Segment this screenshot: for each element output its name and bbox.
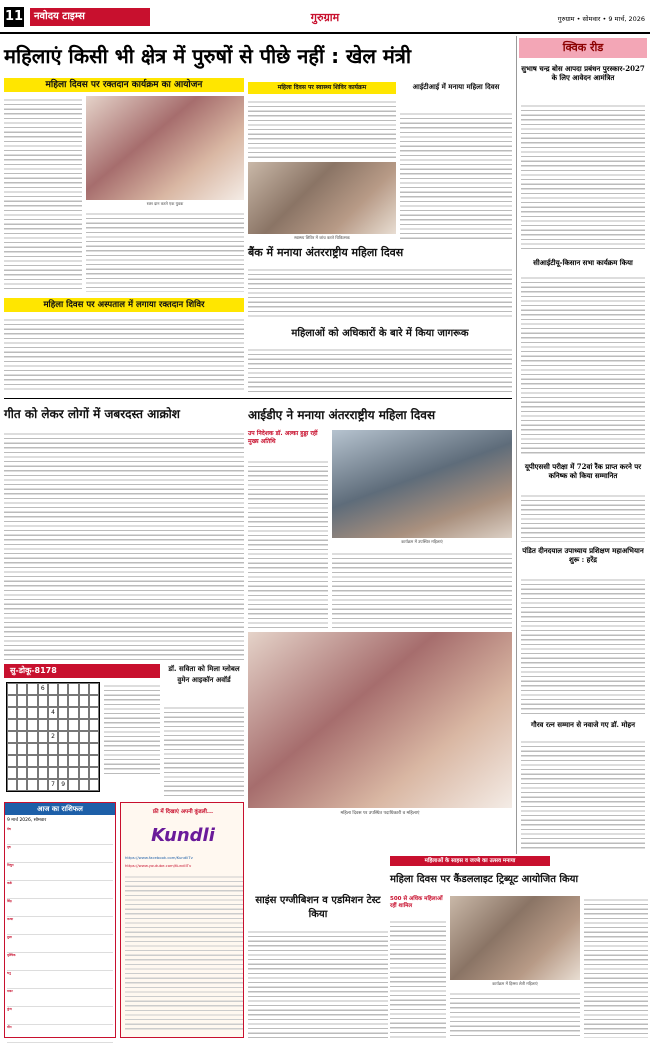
horoscope-sign-name: तुला bbox=[7, 935, 12, 939]
sudoku-title: सु-डोकू-8178 bbox=[4, 664, 160, 678]
sudoku-box bbox=[4, 664, 160, 798]
sudoku-cell bbox=[79, 719, 89, 731]
horoscope-sign-name: मिथुन bbox=[7, 863, 14, 867]
quick-read-story-2-body bbox=[521, 274, 645, 454]
horoscope-sign-name: धनु bbox=[7, 971, 11, 975]
article-candle-tribute bbox=[390, 856, 648, 1040]
sudoku-cell bbox=[38, 695, 48, 707]
sudoku-cell bbox=[79, 695, 89, 707]
article-blood-camp-title: महिला दिवस पर रक्तदान कार्यक्रम का आयोजन bbox=[4, 78, 244, 92]
sudoku-cell bbox=[68, 683, 78, 695]
sudoku-grid-cells bbox=[6, 682, 100, 792]
horoscope-sign-name: मीन bbox=[7, 1025, 12, 1029]
sudoku-cell bbox=[27, 779, 37, 791]
sudoku-cell: 2 bbox=[48, 731, 58, 743]
article-blood-camp-body-2 bbox=[86, 210, 244, 292]
sudoku-cell bbox=[58, 755, 68, 767]
article-science-expo-title: साइंस एग्जीबिशन व एडमिशन टेस्ट किया bbox=[255, 895, 381, 920]
horoscope-sign-name: कुंभ bbox=[7, 1007, 12, 1011]
sudoku-cell bbox=[7, 695, 17, 707]
article-hospital-camp-body bbox=[4, 316, 244, 392]
sudoku-cell bbox=[48, 755, 58, 767]
article-candle-side: 500 से अधिक महिलाओं रहीं शामिल bbox=[390, 896, 443, 909]
horoscope-sign bbox=[7, 935, 113, 953]
sudoku-cell bbox=[38, 779, 48, 791]
sudoku-cell bbox=[7, 719, 17, 731]
kundli-ad-link-youtube[interactable]: https://www.youtube.com/KundliTv bbox=[125, 863, 192, 868]
horoscope-sign bbox=[7, 971, 113, 989]
sudoku-cell bbox=[58, 731, 68, 743]
kundli-ad-headline: फ्री में दिखाएं अपनी कुंडली... bbox=[152, 809, 214, 815]
article-health-camp-caption: स्वास्थ्य शिविर में जांच करते चिकित्सक bbox=[294, 235, 350, 240]
sudoku-cell bbox=[27, 767, 37, 779]
article-blood-camp-caption: रक्त दान करते एक युवक bbox=[146, 201, 184, 206]
article-iti-body bbox=[400, 110, 512, 240]
main-headline bbox=[4, 38, 514, 74]
quick-read-story-5-title: गौरव रत्न सम्मान से नवाजे गए डॉ. मोहन bbox=[530, 720, 636, 729]
section-name: गुरुग्राम bbox=[310, 11, 340, 24]
kundli-ad-brand: Kundli bbox=[151, 825, 215, 846]
article-bank-title: बैंक में मनाया अंतरराष्ट्रीय महिला दिवस bbox=[248, 246, 404, 259]
sudoku-cell bbox=[27, 707, 37, 719]
sudoku-grid bbox=[6, 682, 100, 788]
horoscope-sign-name: कन्या bbox=[7, 917, 14, 921]
sudoku-cell bbox=[27, 743, 37, 755]
sudoku-cell bbox=[68, 707, 78, 719]
sudoku-cell bbox=[68, 743, 78, 755]
article-award-doctor-title: डॉ. सविता को मिला ग्लोबल वुमेन आइकॉन अवॉर्ड bbox=[168, 665, 240, 684]
sudoku-cell bbox=[68, 779, 78, 791]
sudoku-cell bbox=[27, 719, 37, 731]
article-song-anger-body bbox=[4, 430, 244, 660]
horoscope-date: 9 मार्च 2026, सोमवार bbox=[7, 818, 47, 823]
article-science-expo-body bbox=[248, 928, 388, 1038]
horoscope-sign bbox=[7, 1007, 113, 1025]
article-rights-awareness-title: महिलाओं को अधिकारों के बारे में किया जागरूक bbox=[291, 328, 469, 339]
sudoku-cell: 7 bbox=[48, 779, 58, 791]
sudoku-cell bbox=[48, 743, 58, 755]
sudoku-cell bbox=[79, 755, 89, 767]
article-candle-photo bbox=[450, 896, 580, 980]
article-hospital-camp bbox=[4, 298, 244, 394]
article-rights-awareness bbox=[248, 326, 512, 394]
article-award-doctor-body bbox=[164, 704, 244, 796]
article-iti-title: आईटीआई में मनाया महिला दिवस bbox=[412, 83, 500, 91]
horoscope-title: आज का राशिफल bbox=[5, 803, 115, 815]
sudoku-cell bbox=[79, 707, 89, 719]
sudoku-cell bbox=[7, 755, 17, 767]
horoscope-sign-name: कर्क bbox=[7, 881, 12, 885]
horoscope-sign-name: मकर bbox=[7, 989, 13, 993]
article-song-anger bbox=[4, 404, 244, 660]
page-number: 11 bbox=[4, 7, 24, 27]
article-candle-body-3 bbox=[584, 896, 648, 1038]
sudoku-cell bbox=[79, 731, 89, 743]
sudoku-cell bbox=[58, 707, 68, 719]
article-blood-camp bbox=[4, 78, 244, 294]
quick-read-story-3-body bbox=[521, 492, 645, 542]
kundli-ad[interactable] bbox=[120, 802, 244, 1038]
sudoku-cell bbox=[17, 755, 27, 767]
quick-read-story-1-body bbox=[521, 102, 645, 252]
sudoku-cell bbox=[58, 683, 68, 695]
sudoku-cell bbox=[17, 695, 27, 707]
sudoku-cell: 4 bbox=[48, 707, 58, 719]
horoscope-sign bbox=[7, 863, 113, 881]
article-candle-title: महिला दिवस पर कैंडललाइट ट्रिब्यूट आयोजित किया bbox=[390, 874, 579, 885]
main-headline-text: महिलाएं किसी भी क्षेत्र में पुरुषों से पीछे नहीं : खेल मंत्री bbox=[4, 44, 412, 68]
quick-read-story-2-title: सीआईटीयू-किसान सभा कार्यक्रम किया bbox=[533, 258, 633, 267]
sudoku-cell bbox=[7, 731, 17, 743]
sudoku-cell bbox=[58, 695, 68, 707]
article-iti bbox=[400, 82, 512, 242]
sudoku-cell bbox=[7, 743, 17, 755]
article-candle-body-1 bbox=[390, 918, 446, 1038]
article-blood-camp-photo bbox=[86, 96, 244, 200]
horoscope-sign bbox=[7, 989, 113, 1007]
sudoku-cell bbox=[17, 779, 27, 791]
sudoku-cell bbox=[89, 695, 99, 707]
horoscope-sign-name: मेष bbox=[7, 827, 11, 831]
horoscope-signs bbox=[7, 827, 113, 1035]
article-idea-caption-1: कार्यक्रम में उपस्थित महिलाएं bbox=[401, 539, 443, 544]
quick-read-column bbox=[516, 36, 648, 854]
quick-read-story-1-title: सुभाष चन्द्र बोस आपदा प्रबंधन पुरस्कार-2027 के लिए आवेदन आमंत्रित bbox=[521, 64, 645, 82]
masthead-info: गुरुग्राम • सोमवार • 9 मार्च, 2026 bbox=[557, 15, 645, 23]
article-candle-body-2 bbox=[450, 990, 580, 1038]
article-science-expo bbox=[248, 894, 388, 1040]
horoscope-sign bbox=[7, 917, 113, 935]
horoscope-sign-name: वृश्चिक bbox=[7, 953, 16, 957]
article-idea-body-2 bbox=[332, 550, 512, 628]
article-health-camp-photo bbox=[248, 162, 396, 234]
article-bank bbox=[248, 244, 512, 322]
horoscope-box bbox=[4, 802, 116, 1038]
sudoku-cell bbox=[89, 779, 99, 791]
horoscope-sign bbox=[7, 827, 113, 845]
sudoku-cell bbox=[7, 707, 17, 719]
article-bank-body bbox=[248, 266, 512, 320]
sudoku-cell bbox=[38, 755, 48, 767]
sudoku-cell bbox=[38, 719, 48, 731]
sudoku-cell bbox=[79, 779, 89, 791]
sudoku-cell bbox=[89, 731, 99, 743]
sudoku-cell bbox=[89, 755, 99, 767]
sudoku-rules bbox=[104, 682, 160, 776]
quick-read-story-4-body bbox=[521, 576, 645, 716]
paper-name: नवोदय टाइम्स bbox=[30, 8, 150, 26]
article-idea-photo-1 bbox=[332, 430, 512, 538]
sudoku-cell bbox=[27, 683, 37, 695]
article-song-anger-title: गीत को लेकर लोगों में जबरदस्त आक्रोश bbox=[4, 407, 180, 421]
article-idea-body-1 bbox=[248, 458, 328, 628]
sudoku-cell bbox=[68, 767, 78, 779]
masthead-rule bbox=[0, 32, 650, 34]
horoscope-sign bbox=[7, 845, 113, 863]
article-health-camp-title: महिला दिवस पर स्वास्थ्य शिविर कार्यक्रम bbox=[248, 82, 396, 94]
quick-read-story-5-body bbox=[521, 738, 645, 850]
sudoku-cell bbox=[7, 779, 17, 791]
article-blood-camp-body bbox=[4, 96, 82, 292]
sudoku-cell bbox=[68, 731, 78, 743]
sudoku-cell bbox=[89, 719, 99, 731]
article-health-camp-body bbox=[248, 98, 396, 158]
sudoku-cell bbox=[48, 683, 58, 695]
sudoku-cell bbox=[58, 767, 68, 779]
sudoku-cell bbox=[79, 683, 89, 695]
article-candle-caption: कार्यक्रम में हिस्सा लेती महिलाएं bbox=[492, 981, 538, 986]
kundli-ad-link-facebook[interactable]: https://www.facebook.com/KundliTv bbox=[125, 855, 193, 860]
sudoku-cell bbox=[58, 743, 68, 755]
article-idea-caption-2: महिला दिवस पर उपस्थित पदाधिकारी व महिलाएं bbox=[340, 811, 420, 816]
article-idea-photo-2 bbox=[248, 632, 512, 808]
article-rights-awareness-body bbox=[248, 346, 512, 392]
sudoku-cell bbox=[17, 719, 27, 731]
sudoku-cell bbox=[89, 707, 99, 719]
masthead bbox=[0, 0, 650, 34]
horoscope-sign bbox=[7, 881, 113, 899]
sudoku-cell bbox=[58, 719, 68, 731]
sudoku-cell bbox=[48, 767, 58, 779]
sudoku-cell bbox=[48, 695, 58, 707]
quick-read-label: क्विक रीड bbox=[519, 38, 647, 58]
sudoku-cell bbox=[27, 731, 37, 743]
article-award-doctor bbox=[164, 664, 244, 798]
sudoku-cell bbox=[38, 707, 48, 719]
sudoku-cell bbox=[68, 755, 78, 767]
sudoku-cell bbox=[17, 743, 27, 755]
sudoku-cell: 9 bbox=[58, 779, 68, 791]
article-hospital-camp-title: महिला दिवस पर अस्पताल में लगाया रक्तदान शिविर bbox=[4, 298, 244, 312]
kundli-ad-body bbox=[125, 873, 243, 1033]
horoscope-sign bbox=[7, 953, 113, 971]
sudoku-cell bbox=[7, 683, 17, 695]
sudoku-cell: 6 bbox=[38, 683, 48, 695]
sudoku-cell bbox=[68, 695, 78, 707]
sudoku-cell bbox=[89, 767, 99, 779]
article-idea-title: आईडीए ने मनाया अंतरराष्ट्रीय महिला दिवस bbox=[248, 408, 436, 422]
sudoku-cell bbox=[68, 719, 78, 731]
sudoku-cell bbox=[38, 767, 48, 779]
sudoku-cell bbox=[27, 755, 37, 767]
horoscope-sign bbox=[7, 899, 113, 917]
sudoku-cell bbox=[89, 743, 99, 755]
sudoku-cell bbox=[79, 743, 89, 755]
sudoku-cell bbox=[89, 683, 99, 695]
horoscope-sign-name: वृष bbox=[7, 845, 11, 849]
horoscope-sign-name: सिंह bbox=[7, 899, 12, 903]
sudoku-cell bbox=[17, 683, 27, 695]
sudoku-cell bbox=[79, 767, 89, 779]
sudoku-cell bbox=[17, 731, 27, 743]
article-idea-subhead: उप निदेशक डॉ. अल्का हुड्डा रहीं मुख्य अतिथि bbox=[248, 430, 318, 445]
sudoku-cell bbox=[7, 767, 17, 779]
section-divider-1 bbox=[4, 398, 512, 399]
sudoku-cell bbox=[38, 743, 48, 755]
sudoku-cell bbox=[27, 695, 37, 707]
horoscope-sign bbox=[7, 1025, 113, 1043]
sudoku-cell bbox=[17, 707, 27, 719]
article-candle-kicker: महिलाओं के साहस व जज्बे का उत्सव मनाया bbox=[390, 856, 550, 866]
quick-read-story-4-title: पंडित दीनदयाल उपाध्याय प्रशिक्षण महाअभियान शुरू : हरेंद्र bbox=[522, 546, 644, 564]
sudoku-cell bbox=[38, 731, 48, 743]
article-health-camp bbox=[248, 82, 396, 242]
sudoku-cell bbox=[17, 767, 27, 779]
sudoku-cell bbox=[48, 719, 58, 731]
quick-read-story-3-title: यूपीएससी परीक्षा में 72वां रैंक प्राप्त करने पर कनिष्क को किया सम्मानित bbox=[524, 462, 642, 480]
